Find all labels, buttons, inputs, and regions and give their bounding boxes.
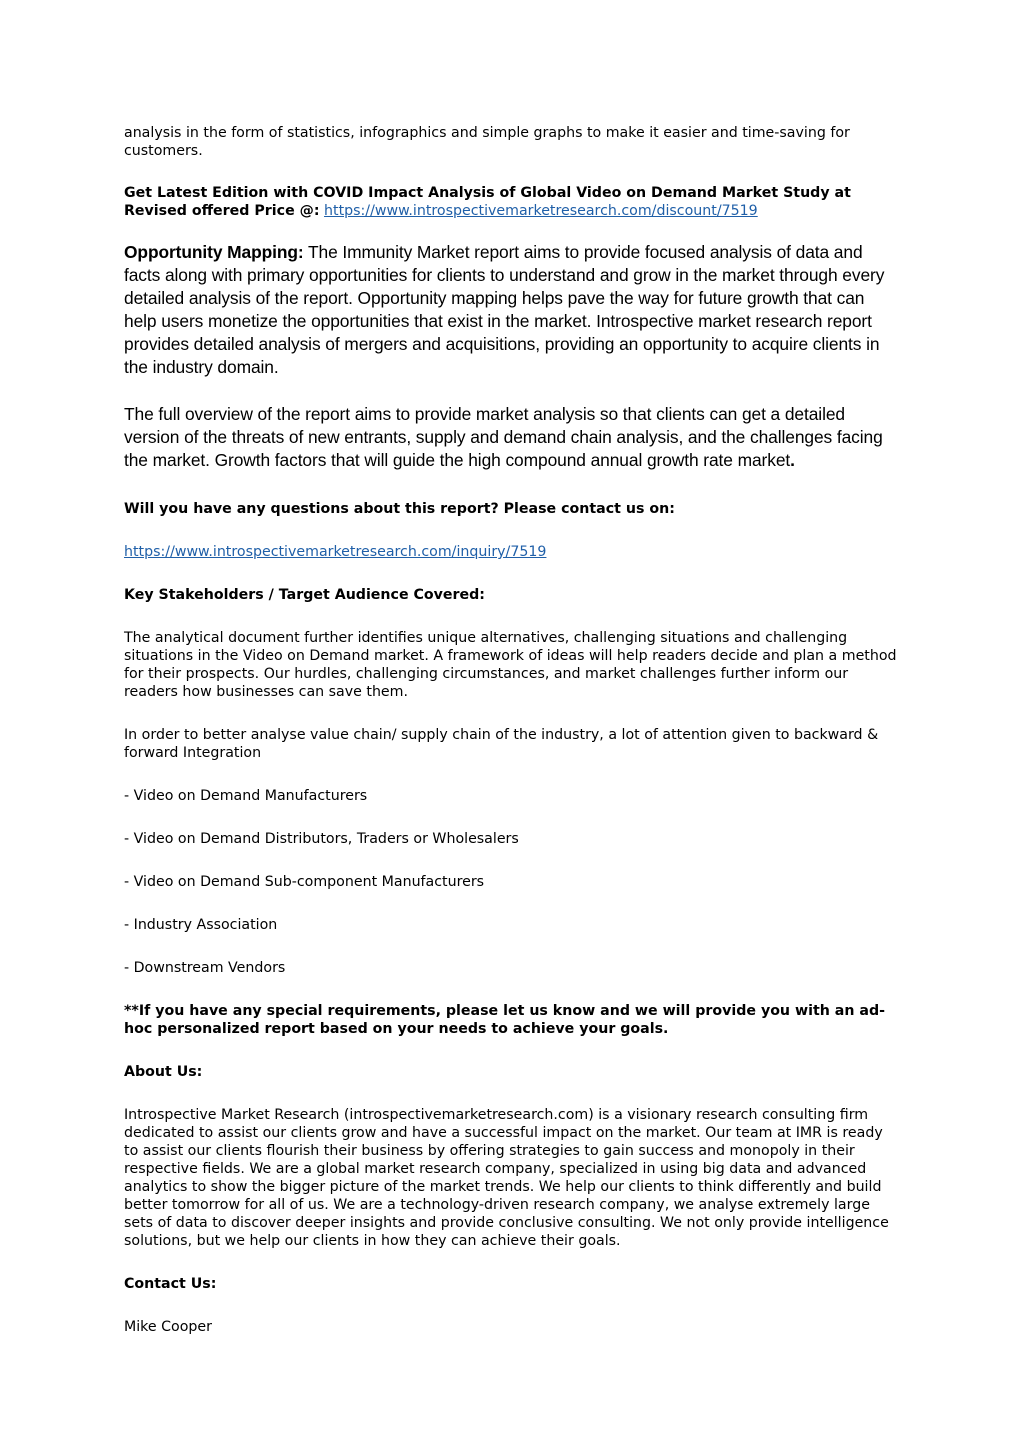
contact-heading: Contact Us: [124, 1276, 217, 1292]
about-heading: About Us: [124, 1064, 203, 1080]
list-item: - Industry Association [124, 917, 278, 933]
discount-link[interactable]: https://www.introspectivemarketresearch.com/discount/7519 [324, 203, 758, 219]
opportunity-mapping-heading: Opportunity Mapping: [124, 242, 304, 262]
overview-text: The full overview of the report aims to provide market analysis so that clients can get a detailed version of the threats of new entrants, supply and demand chain analysis, and the challenges facing the market. Growth factors that will guide the high compound annual growth rate market [124, 404, 883, 470]
value-chain-paragraph: In order to better analyse value chain/ supply chain of the industry, a lot of attention given to backward & forward Integration [124, 727, 879, 761]
about-paragraph: Introspective Market Research (introspectivemarketresearch.com) is a visionary research consulting firm dedicated to assist our clients grow and have a successful impact on the market. Our team at IMR is ready to assist our clients flourish their business by offering strategies to gain success and monopoly in their respective fields. We are a global market research company, specialized in using big data and advanced analytics to show the bigger picture of the market trends. We help our clients to think differently and build better tomorrow for all of us. We are a technology-driven research company, we analyse extremely large sets of data to discover deeper insights and provide conclusive consulting. We not only provide intelligence solutions, but we help our clients in how they can achieve their goals. [124, 1107, 889, 1249]
contact-name: Mike Cooper [124, 1319, 212, 1335]
opportunity-mapping-text: The Immunity Market report aims to provide focused analysis of data and facts along with primary opportunities for clients to understand and grow in the market through every detailed analysis of the report. Opportunity mapping helps pave the way for future growth that can help users monetize the opportunities that exist in the market. Introspective market research report provides detailed analysis of mergers and acquisitions, providing an opportunity to acquire clients in the industry domain. [124, 242, 885, 377]
opportunity-mapping-paragraph [124, 241, 900, 379]
list-item: - Video on Demand Sub-component Manufacturers [124, 874, 485, 890]
overview-paragraph [124, 403, 900, 472]
overview-end: . [790, 450, 795, 470]
analytical-paragraph: The analytical document further identifies unique alternatives, challenging situations and challenging situations in the Video on Demand market. A framework of ideas will help readers decide and plan a method for their prospects. Our hurdles, challenging circumstances, and market challenges further inform our readers how businesses can save them. [124, 630, 897, 700]
inquiry-link[interactable]: https://www.introspectivemarketresearch.com/inquiry/7519 [124, 544, 547, 560]
intro-tail-paragraph: analysis in the form of statistics, infographics and simple graphs to make it easier and time-saving for customers. [124, 125, 850, 159]
inquiry-paragraph [124, 543, 900, 561]
covid-offer-paragraph [124, 184, 900, 220]
questions-heading: Will you have any questions about this report? Please contact us on: [124, 501, 675, 517]
list-item: - Downstream Vendors [124, 960, 286, 976]
list-item: - Video on Demand Manufacturers [124, 788, 368, 804]
list-item: - Video on Demand Distributors, Traders or Wholesalers [124, 831, 519, 847]
covid-offer-label: Get Latest Edition with COVID Impact Analysis of Global Video on Demand Market Study at Revised offered Price @: [124, 185, 851, 219]
stakeholders-heading: Key Stakeholders / Target Audience Covered: [124, 587, 485, 603]
document-page [124, 124, 900, 1336]
special-requirements-paragraph: **If you have any special requirements, please let us know and we will provide you with an ad-hoc personalized report based on your needs to achieve your goals. [124, 1003, 885, 1037]
